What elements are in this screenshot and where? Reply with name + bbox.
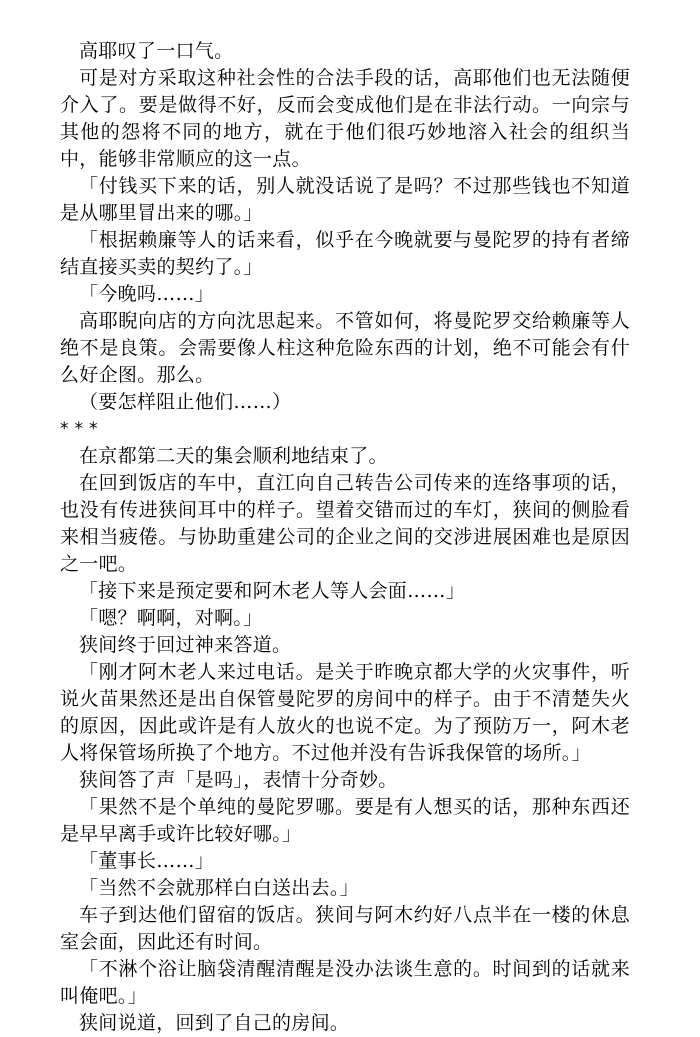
inner-thought: （要怎样阻止他们……）	[79, 391, 292, 413]
dialogue-line: 「果然不是个单纯的曼陀罗哪。要是有人想买的话，那种东西还是早早离手或许比较好哪。」	[60, 796, 630, 845]
scene-separator: * * *	[60, 419, 98, 439]
dialogue-line: 「董事长……」	[79, 850, 215, 872]
dialogue-line: 「今晚吗……」	[79, 283, 215, 305]
paragraph: 可是对方采取这种社会性的合法手段的话，高耶他们也无法随便介入了。要是做得不好，反而会变成他们是在非法行动。一向宗与其他的怨将不同的地方，就在于他们很巧妙地溶入社会的组织当中，能够非常顺应的这一点。	[60, 67, 630, 170]
paragraph: 狭间终于回过神来答道。	[79, 634, 292, 656]
dialogue-line: 「当然不会就那样白白送出去。」	[79, 877, 360, 899]
paragraph: 狭间说道，回到了自己的房间。	[79, 1012, 350, 1034]
paragraph: 在京都第二天的集会顺利地结束了。	[79, 445, 388, 467]
dialogue-line: 「根据赖廉等人的话来看，似乎在今晚就要与曼陀罗的持有者缔结直接买卖的契约了。」	[60, 229, 630, 278]
paragraph: 车子到达他们留宿的饭店。狭间与阿木约好八点半在一楼的休息室会面，因此还有时间。	[60, 904, 630, 953]
dialogue-line: 「付钱买下来的话，别人就没话说了是吗？不过那些钱也不知道是从哪里冒出来的哪。」	[60, 175, 630, 224]
dialogue-line: 「嗯？啊啊，对啊。」	[79, 607, 263, 629]
dialogue-line: 「不淋个浴让脑袋清醒清醒是没办法谈生意的。时间到的话就来叫俺吧。」	[60, 958, 630, 1007]
paragraph: 在回到饭店的车中，直江向自己转告公司传来的连络事项的话，也没有传进狭间耳中的样子。望着交错而过的车灯，狭间的侧脸看来相当疲倦。与协助重建公司的企业之间的交涉进展困难也是原因之一吧。	[60, 472, 630, 575]
dialogue-line: 「刚才阿木老人来过电话。是关于昨晚京都大学的火灾事件，听说火苗果然还是出自保管曼陀罗的房间中的样子。由于不清楚失火的原因，因此或许是有人放火的也说不定。为了预防万一，阿木老人将保管场所换了个地方。不过他并没有告诉我保管的场所。」	[60, 661, 630, 764]
dialogue-line: 「接下来是预定要和阿木老人等人会面……」	[79, 580, 466, 602]
paragraph: 高耶睨向店的方向沈思起来。不管如何，将曼陀罗交给赖廉等人绝不是良策。会需要像人柱这种危险东西的计划，绝不可能会有什么好企图。那么。	[60, 310, 630, 386]
paragraph: 高耶叹了一口气。	[79, 40, 234, 62]
paragraph: 狭间答了声「是吗」，表情十分奇妙。	[79, 769, 398, 791]
document-page	[60, 38, 630, 1037]
